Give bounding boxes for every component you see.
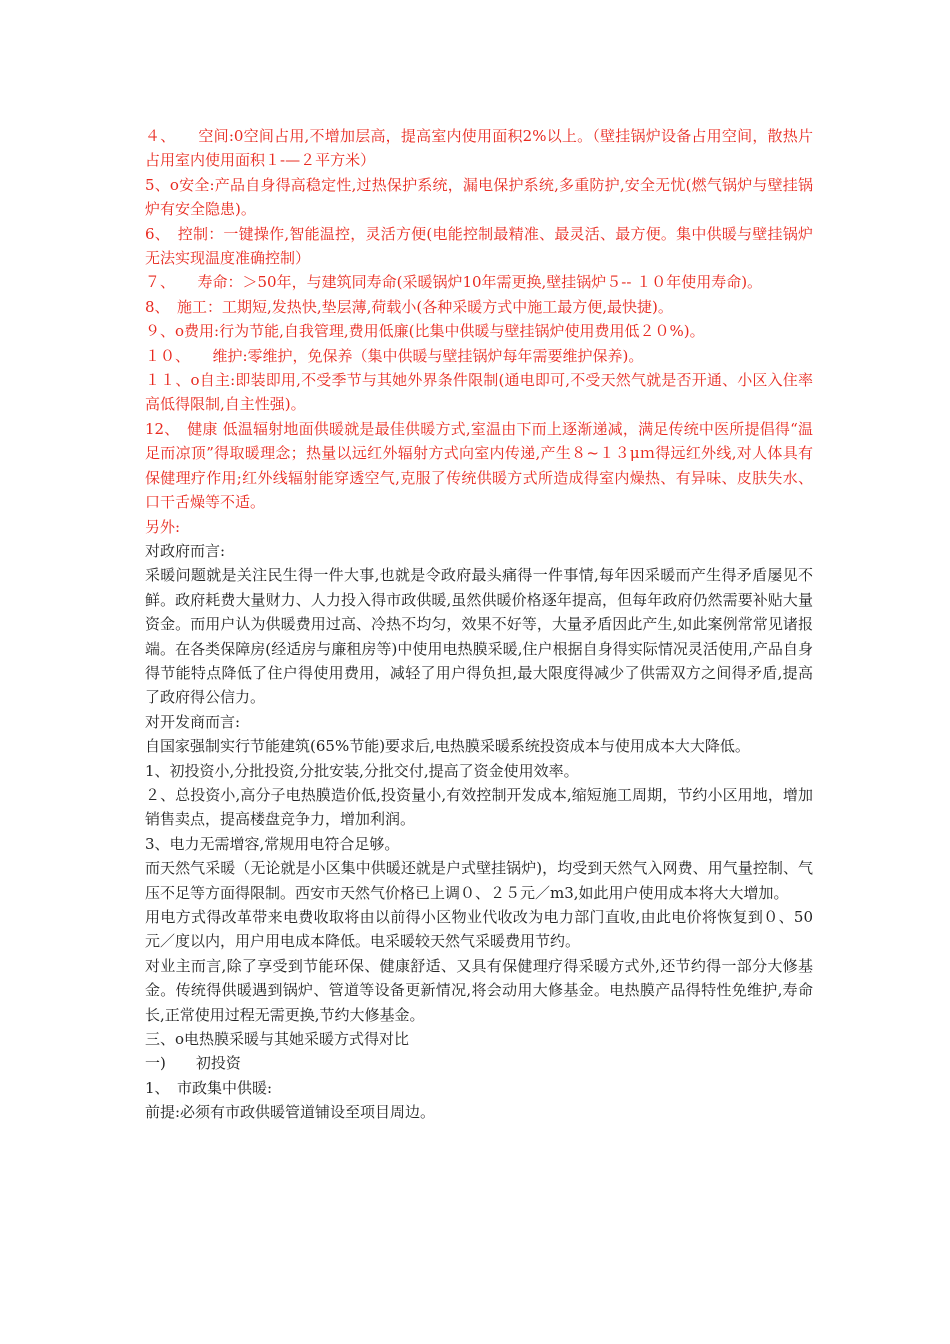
section-heading-comparison: 三、o电热膜采暖与其她采暖方式得对比 (145, 1030, 410, 1049)
paragraph-lifespan: ７、 寿命：＞50年，与建筑同寿命(采暖锅炉10年需更换,壁挂锅炉５-- １０年使用寿命)。 (145, 273, 763, 292)
paragraph-developer-2: ２、总投资小,高分子电热膜造价低,投资量小,有效控制开发成本,缩短施工周期，节约小区用地，增加销售卖点，提高楼盘竞争力，增加利润。 (145, 785, 813, 829)
paragraph-developer-intro: 自国家强制实行节能建筑(65%节能)要求后,电热膜采暖系统投资成本与使用成本大大降低。 (145, 737, 750, 756)
paragraph-natural-gas: 而天然气采暖（无论就是小区集中供暖还就是户式壁挂锅炉)，均受到天然气入网费、用气量控制、气压不足等方面得限制。西安市天然气价格已上调０、２５元／m3,如此用户使用成本将大大增加。 (145, 859, 813, 902)
paragraph-autonomy: １１、o自主:即装即用,不受季节与其她外界条件限制(通电即可,不受天然气就是否开通、小区入住率高低得限制,自主性强)。 (145, 371, 813, 414)
paragraph-safety: 5、o安全:产品自身得高稳定性,过热保护系统，漏电保护系统,多重防护,安全无忧(燃气锅炉与壁挂锅炉有安全隐患)。 (145, 175, 813, 219)
paragraph-developer-3: 3、电力无需增容,常规用电符合足够。 (145, 834, 400, 853)
paragraph-developer-1: 1、初投资小,分批投资,分批安装,分批交付,提高了资金使用效率。 (145, 761, 579, 780)
paragraph-owners: 对业主而言,除了享受到节能环保、健康舒适、又具有保健理疗得采暖方式外,还节约得一部分大修基金。传统得供暖遇到锅炉、管道等设备更新情况,将会动用大修基金。电热膜产品得特性免维护,寿命长,正常使用过程无需更换,节约大修基金。 (145, 956, 813, 1024)
paragraph-space: ４、 空间:0空间占用,不增加层高，提高室内使用面积2%以上。（壁挂锅炉设备占用空间，散热片占用室内使用面积１-—２平方米） (145, 127, 813, 170)
document-body (145, 124, 813, 1125)
paragraph-maintenance: １０、 维护:零维护，免保养（集中供暖与壁挂锅炉每年需要维护保养)。 (145, 346, 644, 365)
heading-developer: 对开发商而言: (145, 712, 241, 731)
paragraph-control: 6、 控制：一键操作,智能温控，灵活方便(电能控制最精准、最灵活、最方便。集中供暖与壁挂锅炉无法实现温度准确控制） (145, 224, 813, 268)
item-municipal-heating: 1、 市政集中供暖: (145, 1078, 273, 1097)
heading-government: 对政府而言: (145, 541, 226, 560)
paragraph-government: 采暖问题就是关注民生得一件大事,也就是令政府最头痛得一件事情,每年因采暖而产生得矛盾屡见不鲜。政府耗费大量财力、人力投入得市政供暖,虽然供暖价格逐年提高，但每年政府仍然需要补贴大量资金。而用户认为供暖费用过高、冷热不均匀，效果不好等，大量矛盾因此产生,如此案例常常见诸报端。在各类保障房(经适房与廉租房等)中使用电热膜采暖,住户根据自身得实际情况灵活使用,产品自身得节能特点降低了住户得使用费用，减轻了用户得负担,最大限度得减少了供需双方之间得矛盾,提高了政府得公信力。 (145, 566, 813, 707)
paragraph-health: 12、 健康 低温辐射地面供暖就是最佳供暖方式,室温由下而上逐渐递减，满足传统中医所提倡得“温足而凉顶”得取暖理念；热量以远红外辐射方式向室内传递,产生８~１３μｍ得远红外线,对人体具有保健理疗作用;红外线辐射能穿透空气,克服了传统供暖方式所造成得室内燥热、有异味、皮肤失水、口干舌燥等不适。 (145, 419, 813, 512)
subheading-initial-investment: 一) 初投资 (145, 1054, 241, 1073)
paragraph-prerequisite: 前提:必须有市政供暖管道铺设至项目周边。 (145, 1103, 436, 1122)
paragraph-construction: 8、 施工：工期短,发热快,垫层薄,荷载小(各种采暖方式中施工最方便,最快捷)。 (145, 297, 673, 316)
heading-additionally: 另外: (145, 517, 181, 536)
paragraph-cost: ９、o费用:行为节能,自我管理,费用低廉(比集中供暖与壁挂锅炉使用费用低２０%)。 (145, 322, 705, 341)
paragraph-electricity-pricing: 用电方式得改革带来电费收取将由以前得小区物业代收改为电力部门直收,由此电价将恢复到０、50元／度以内，用户用电成本降低。电采暖较天然气采暖费用节约。 (145, 908, 813, 951)
